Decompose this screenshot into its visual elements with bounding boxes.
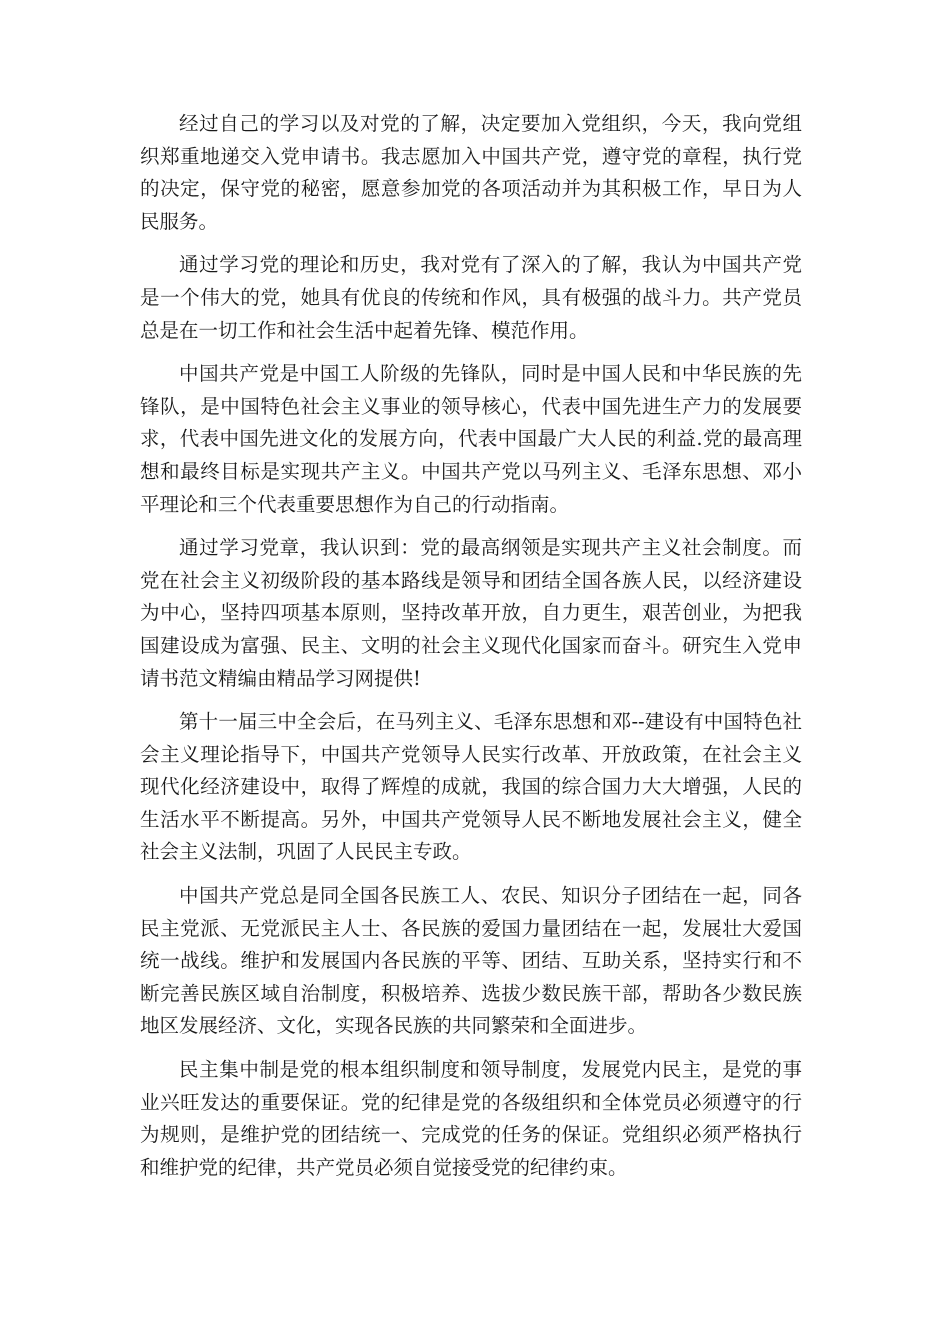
paragraph-3: 中国共产党是中国工人阶级的先锋队，同时是中国人民和中华民族的先锋队，是中国特色社会主义事业的领导核心，代表中国先进生产力的发展要求，代表中国先进文化的发展方向，代表中国最广大人民的利益.党的最高理想和最终目标是实现共产主义。中国共产党以马列主义、毛泽东思想、邓小平理论和三个代表重要思想作为自己的行动指南。: [140, 362, 802, 516]
paragraph-6: 中国共产党总是同全国各民族工人、农民、知识分子团结在一起，同各民主党派、无党派民主人士、各民族的爱国力量团结在一起，发展壮大爱国统一战线。维护和发展国内各民族的平等、团结、互助关系，坚持实行和不断完善民族区域自治制度，积极培养、选拔少数民族干部，帮助各少数民族地区发展经济、文化，实现各民族的共同繁荣和全面进步。: [140, 884, 802, 1038]
paragraph-5: 第十一届三中全会后，在马列主义、毛泽东思想和邓--建设有中国特色社会主义理论指导下，中国共产党领导人民实行改革、开放政策，在社会主义现代化经济建设中，取得了辉煌的成就，我国的综合国力大大增强，人民的生活水平不断提高。另外，中国共产党领导人民不断地发展社会主义，健全社会主义法制，巩固了人民民主专政。: [140, 710, 802, 864]
paragraph-7: 民主集中制是党的根本组织制度和领导制度，发展党内民主，是党的事业兴旺发达的重要保证。党的纪律是党的各级组织和全体党员必须遵守的行为规则，是维护党的团结统一、完成党的任务的保证。党组织必须严格执行和维护党的纪律，共产党员必须自觉接受党的纪律约束。: [140, 1058, 802, 1179]
paragraph-4: 通过学习党章，我认识到：党的最高纲领是实现共产主义社会制度。而党在社会主义初级阶段的基本路线是领导和团结全国各族人民，以经济建设为中心，坚持四项基本原则，坚持改革开放，自力更生，艰苦创业，为把我国建设成为富强、民主、文明的社会主义现代化国家而奋斗。研究生入党申请书范文精编由精品学习网提供!: [140, 536, 802, 690]
document-body: [140, 108, 802, 1195]
paragraph-2: 通过学习党的理论和历史，我对党有了深入的了解，我认为中国共产党是一个伟大的党，她具有优良的传统和作风，具有极强的战斗力。共产党员总是在一切工作和社会生活中起着先锋、模范作用。: [140, 253, 802, 342]
paragraph-1: 经过自己的学习以及对党的了解，决定要加入党组织，今天，我向党组织郑重地递交入党申请书。我志愿加入中国共产党，遵守党的章程，执行党的决定，保守党的秘密，愿意参加党的各项活动并为其积极工作，早日为人民服务。: [140, 112, 802, 233]
